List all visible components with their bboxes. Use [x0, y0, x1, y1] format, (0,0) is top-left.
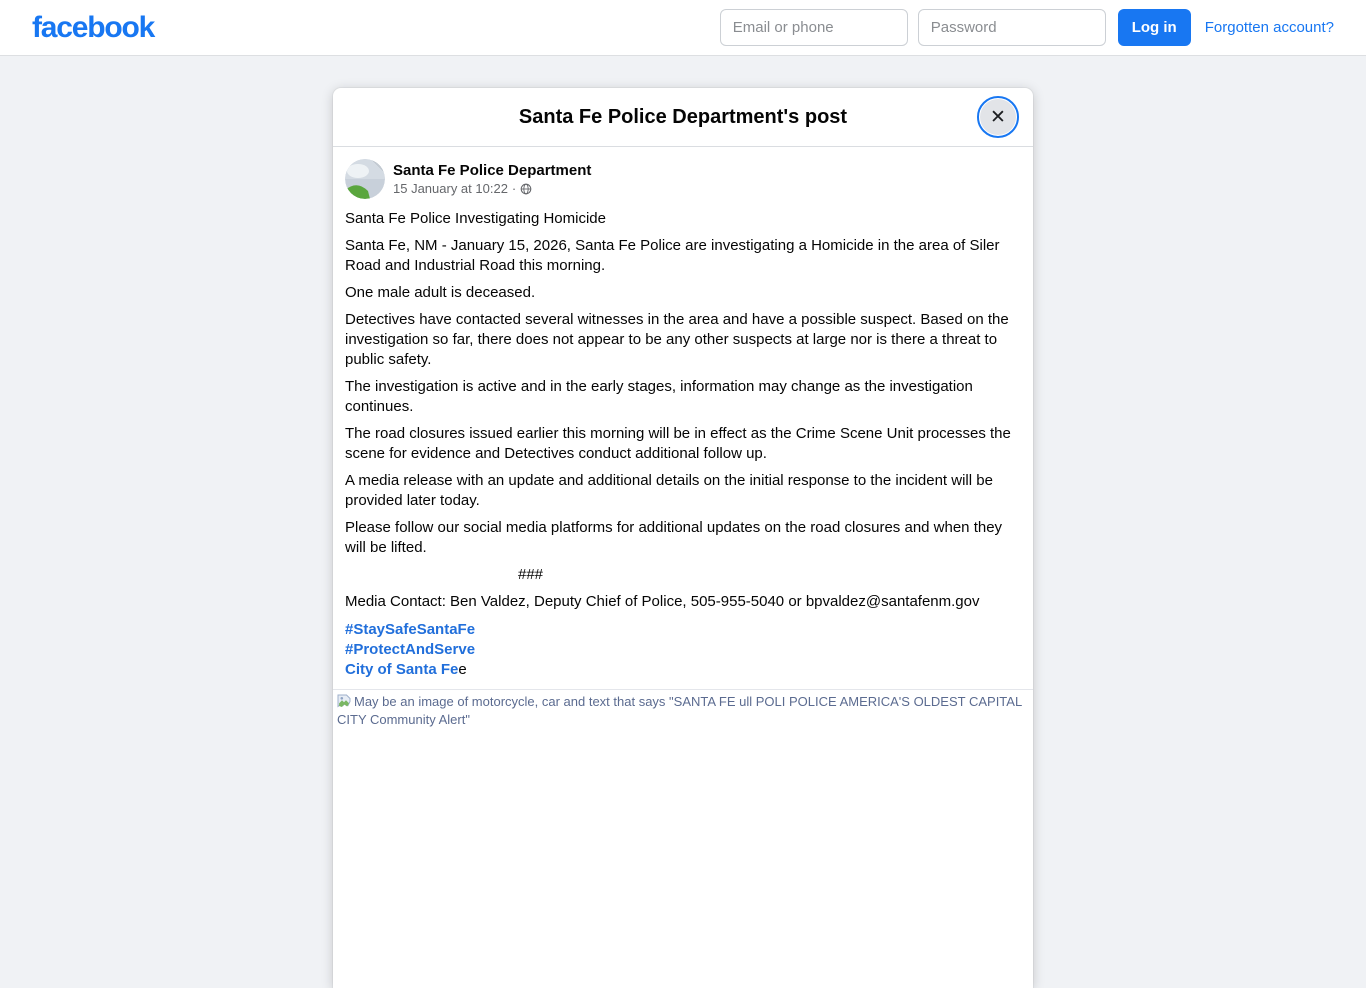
facebook-logo[interactable]: facebook [32, 10, 155, 44]
post-paragraph: One male adult is deceased. [345, 284, 536, 301]
close-button[interactable] [980, 99, 1016, 135]
post-image[interactable] [333, 689, 1033, 769]
post-header [345, 159, 1021, 199]
top-nav [0, 0, 1366, 56]
hashtag-list [345, 620, 1021, 660]
post-paragraph: Santa Fe Police Investigating Homicide [345, 210, 606, 227]
image-alt-text: May be an image of motorcycle, car and text that says "SANTA FE ull POLI POLICE AMERICA'S OLDEST CAPITAL CITY Community Alert" [337, 694, 1022, 727]
post-paragraph: The road closures issued earlier this morning will be in effect as the Crime Scene Unit processes the scene for evidence and Detectives conduct additional follow up. [345, 425, 1011, 462]
hash-marks: ### [518, 566, 544, 583]
email-input[interactable] [720, 9, 908, 46]
image-alt-wrap [337, 694, 1029, 728]
post-paragraph: Detectives have contacted several witnesses in the area and have a possible suspect. Based on the investigation so far, there does not appear to be any other suspects at large nor is there a threat to public safety. [345, 311, 1009, 368]
hashtag-link[interactable]: #StaySafeSantaFe [345, 621, 476, 638]
modal-header [333, 88, 1033, 147]
post-body [333, 147, 1033, 680]
post-paragraph: The investigation is active and in the early stages, information may change as the investigation continues. [345, 378, 973, 415]
meta-separator: · [511, 181, 517, 196]
globe-icon [520, 183, 532, 195]
author-name[interactable]: Santa Fe Police Department [393, 162, 592, 179]
broken-image-icon [337, 694, 352, 712]
post-timestamp[interactable]: 15 January at 10:22 [393, 181, 508, 196]
avatar-placeholder-image [345, 159, 385, 199]
forgotten-account-link[interactable]: Forgotten account? [1204, 19, 1334, 36]
close-icon: ✕ [990, 106, 1006, 128]
password-input[interactable] [918, 9, 1106, 46]
author-block [393, 161, 591, 197]
post-paragraph: Santa Fe, NM - January 15, 2026, Santa Fe Police are investigating a Homicide in the area of Siler Road and Industrial Road this morning. [345, 237, 1000, 274]
login-form [720, 9, 1334, 46]
modal-title: Santa Fe Police Department's post [518, 105, 848, 128]
page-link-trailing-text: e [458, 661, 467, 678]
media-contact-line: Media Contact: Ben Valdez, Deputy Chief of Police, 505-955-5040 or bpvaldez@santafenm.gov [345, 593, 980, 610]
login-button[interactable]: Log in [1118, 9, 1191, 46]
page-link[interactable]: City of Santa Fe [345, 661, 459, 678]
post-text [345, 209, 1021, 558]
avatar[interactable] [345, 159, 385, 199]
post-paragraph: A media release with an update and additional details on the initial response to the incident will be provided later today. [345, 472, 993, 509]
post-modal [333, 88, 1033, 988]
page-link-line [345, 660, 1021, 680]
hashtag-link[interactable]: #ProtectAndServe [345, 641, 476, 658]
post-paragraph: Please follow our social media platforms for additional updates on the road closures and when they will be lifted. [345, 519, 1003, 556]
post-meta [393, 180, 591, 197]
